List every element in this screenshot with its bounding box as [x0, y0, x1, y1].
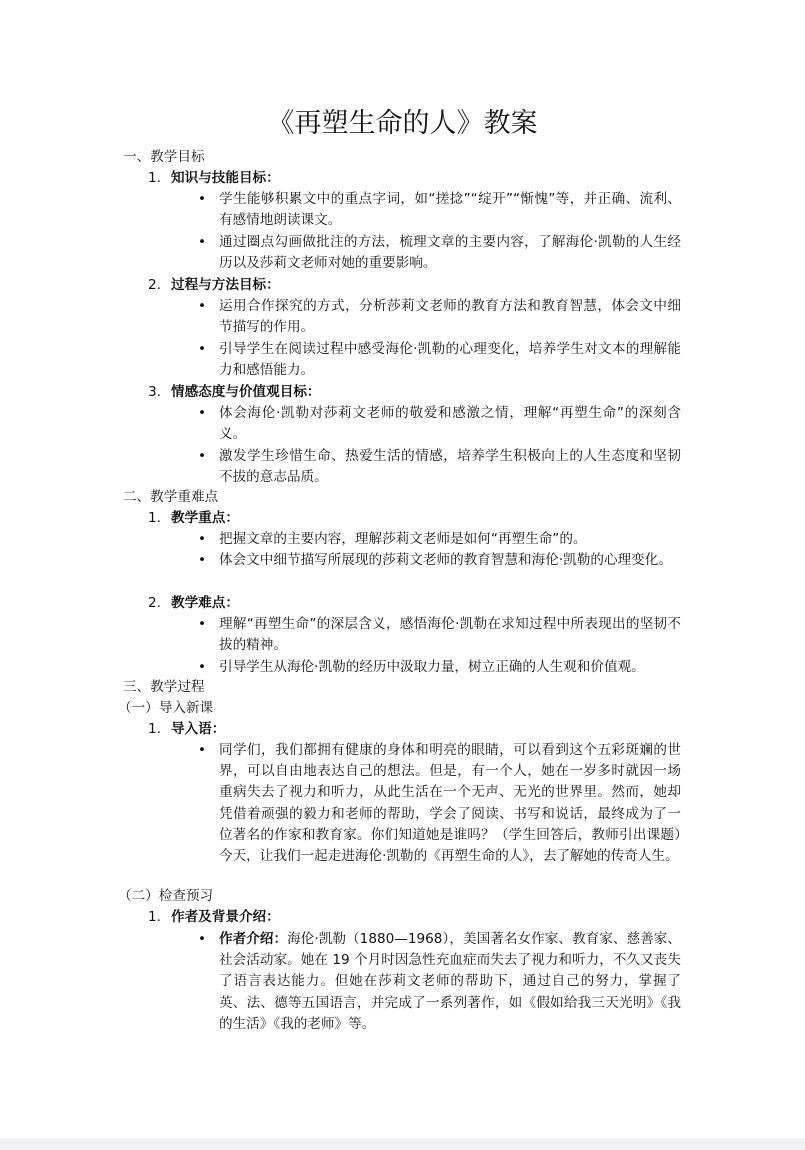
bullet-dot-icon: •	[198, 191, 207, 207]
document-title: 《再塑生命的人》教案	[267, 108, 538, 139]
bullet-dot-icon: •	[198, 234, 207, 250]
author-intro-label: 作者介绍：	[219, 931, 288, 947]
subsection-heading-preview-check: （二）检查预习	[118, 888, 214, 904]
bullet-text-author	[219, 929, 681, 1035]
bullet-dot-icon: •	[198, 742, 207, 758]
author-intro-text: 海伦·凯勒（1880—1968），美国著名女作家、教育家、慈善家、社会活动家。她在 19 个月时因急性充血症而失去了视力和听力，不久又丧失了语言表达能力。但她在莎莉文老师的帮助下，通过自己的努力，掌握了英、法、德等五国语言，并完成了一系列著作，如《假如给我三天光明》《我的生活》《我的老师》等。	[219, 931, 681, 1032]
section-heading-teaching-process: 三、教学过程	[123, 679, 205, 695]
item-label-emotion-values: 情感态度与价值观目标：	[171, 384, 321, 400]
bullet-text: 体会文中细节描写所展现的莎莉文老师的教育智慧和海伦·凯勒的心理变化。	[219, 552, 672, 568]
bullet-text: 引导学生从海伦·凯勒的经历中汲取力量，树立正确的人生观和价值观。	[219, 659, 645, 675]
bullet-text: 体会海伦·凯勒对莎莉文老师的敬爱和感激之情，理解“再塑生命”的深刻含义。	[219, 405, 681, 443]
page-bottom-strip	[0, 1138, 805, 1150]
item-label-process-method: 过程与方法目标：	[171, 277, 280, 293]
bullet-dot-icon: •	[198, 341, 207, 357]
bullet-dot-icon: •	[198, 616, 207, 632]
item-number: 1.	[148, 721, 161, 737]
item-label-knowledge-skills: 知识与技能目标：	[171, 170, 280, 186]
bullet-text: 把握文章的主要内容，理解莎莉文老师是如何“再塑生命”的。	[219, 531, 587, 547]
item-number: 1.	[148, 170, 161, 186]
bullet-dot-icon: •	[198, 298, 207, 314]
item-number: 2.	[148, 595, 161, 611]
item-number: 1.	[148, 510, 161, 526]
bullet-dot-icon: •	[198, 931, 207, 947]
item-number: 2.	[148, 277, 161, 293]
bullet-text-intro: 同学们，我们都拥有健康的身体和明亮的眼睛，可以看到这个五彩斑斓的世界，可以自由地表达自己的想法。但是，有一个人，她在一岁多时就因一场重病失去了视力和听力，从此生活在一个无声、无光的世界里。然而，她却凭借着顽强的毅力和老师的帮助，学会了阅读、书写和说话，最终成为了一位著名的作家和教育家。你们知道她是谁吗？（学生回答后，教师引出课题）今天，让我们一起走进海伦·凯勒的《再塑生命的人》，去了解她的传奇人生。	[219, 742, 681, 865]
section-heading-key-difficult-points: 二、教学重难点	[123, 489, 219, 505]
bullet-dot-icon: •	[198, 531, 207, 547]
item-number: 3.	[148, 384, 161, 400]
item-number: 1.	[148, 909, 161, 925]
item-label-author-background: 作者及背景介绍：	[171, 909, 280, 925]
item-label-intro-speech: 导入语：	[171, 721, 226, 737]
bullet-dot-icon: •	[198, 405, 207, 421]
bullet-dot-icon: •	[198, 552, 207, 568]
item-label-difficult-points: 教学难点：	[171, 595, 239, 611]
bullet-text: 运用合作探究的方式，分析莎莉文老师的教育方法和教育智慧，体会文中细节描写的作用。	[219, 298, 681, 336]
bullet-dot-icon: •	[198, 659, 207, 675]
bullet-text: 引导学生在阅读过程中感受海伦·凯勒的心理变化，培养学生对文本的理解能力和感悟能力。	[219, 341, 681, 379]
section-heading-teaching-goals: 一、教学目标	[123, 149, 205, 165]
bullet-text: 理解“再塑生命”的深层含义，感悟海伦·凯勒在求知过程中所表现出的坚韧不拔的精神。	[219, 616, 681, 654]
item-label-key-points: 教学重点：	[171, 510, 239, 526]
subsection-heading-introduction: （一）导入新课	[118, 700, 214, 716]
bullet-text: 激发学生珍惜生命、热爱生活的情感，培养学生积极向上的人生态度和坚韧不拔的意志品质。	[219, 448, 681, 486]
bullet-text: 通过圈点勾画做批注的方法，梳理文章的主要内容，了解海伦·凯勒的人生经历以及莎莉文老师对她的重要影响。	[219, 234, 681, 272]
bullet-dot-icon: •	[198, 448, 207, 464]
bullet-text: 学生能够积累文中的重点字词，如“搓捻”“绽开”“惭愧”等，并正确、流利、有感情地朗读课文。	[219, 191, 681, 229]
